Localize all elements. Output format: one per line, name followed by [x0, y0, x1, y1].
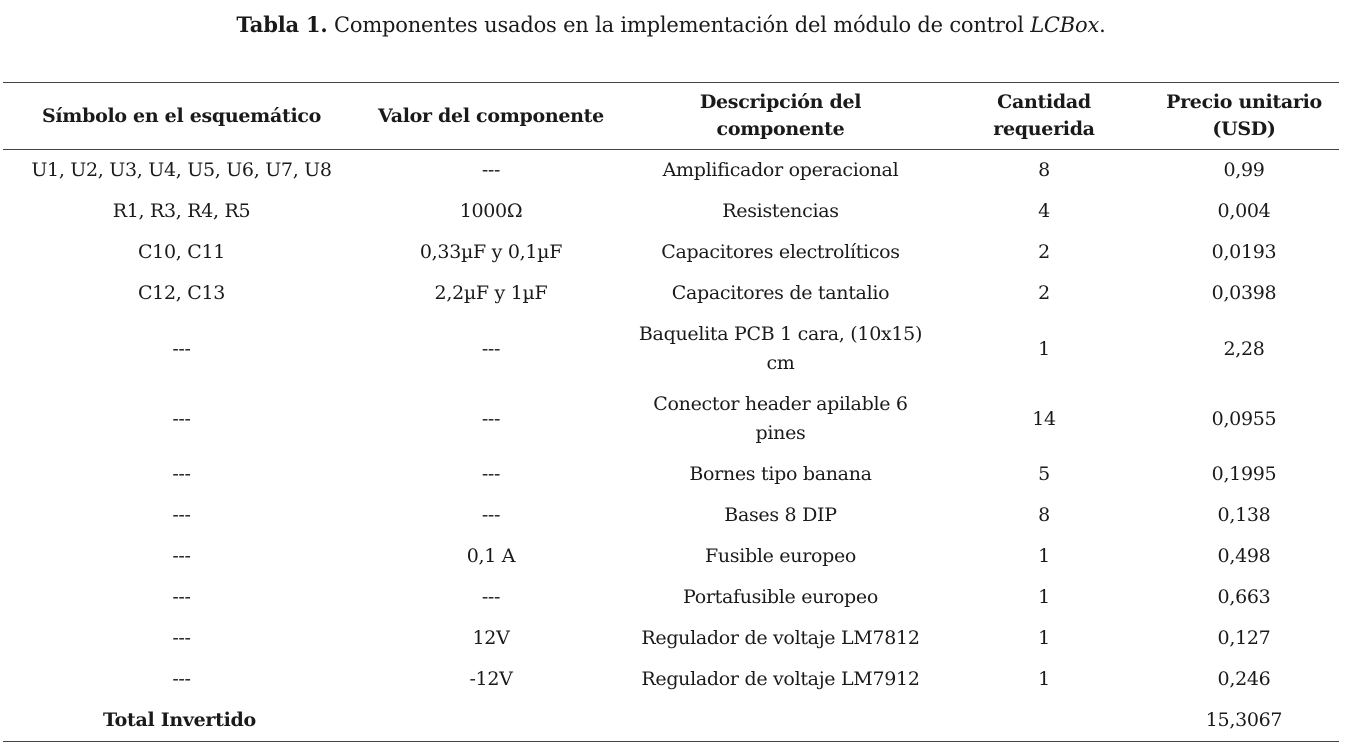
cell-quantity: 8: [1038, 159, 1050, 181]
table-caption: [0, 12, 1342, 37]
cell-price: 0,138: [1217, 504, 1271, 526]
cell-price: 0,0955: [1211, 407, 1277, 430]
caption-label: Tabla 1.: [236, 12, 328, 37]
table-row: [3, 150, 1339, 192]
caption-end: .: [1099, 13, 1106, 37]
cell-price: 0,498: [1217, 545, 1271, 567]
table-row: [3, 384, 1339, 454]
cell-quantity: 1: [1038, 627, 1050, 649]
cell-value: ---: [481, 159, 501, 181]
cell-quantity: 2: [1038, 282, 1050, 304]
cell-description: Bases 8 DIP: [724, 504, 837, 526]
cell-symbol: C10, C11: [137, 241, 226, 263]
cell-quantity: 4: [1038, 200, 1050, 222]
table-row: [3, 314, 1339, 384]
header-price: Precio unitario (USD): [1166, 91, 1322, 140]
cell-price: 2,28: [1223, 337, 1265, 360]
cell-quantity: 5: [1038, 463, 1050, 485]
header-quantity: Cantidad requerida: [993, 91, 1095, 140]
cell-value: ---: [481, 504, 501, 526]
cell-value: 0,1 A: [466, 545, 516, 567]
cell-quantity: 1: [1038, 586, 1050, 608]
table-header-row: [3, 83, 1339, 150]
header-symbol: Símbolo en el esquemático: [41, 104, 322, 127]
cell-symbol: ---: [172, 586, 191, 608]
cell-price: 0,663: [1217, 586, 1271, 608]
cell-price: 0,004: [1217, 200, 1271, 222]
cell-price: 0,0398: [1211, 282, 1277, 304]
cell-quantity: 8: [1038, 504, 1050, 526]
cell-symbol: ---: [172, 627, 191, 649]
cell-value: ---: [481, 407, 501, 430]
cell-description: Resistencias: [722, 200, 839, 222]
cell-description: Regulador de voltaje LM7812: [641, 627, 920, 649]
cell-value: 2,2µF y 1µF: [434, 282, 548, 304]
cell-quantity: 1: [1038, 337, 1050, 360]
cell-description: Regulador de voltaje LM7912: [641, 668, 920, 690]
table-row: [3, 232, 1339, 273]
cell-description: Portafusible europeo: [683, 586, 878, 608]
cell-description: Amplificador operacional: [662, 159, 899, 181]
table-row: [3, 659, 1339, 700]
table-row: [3, 495, 1339, 536]
cell-symbol: ---: [172, 668, 191, 690]
table-row: [3, 618, 1339, 659]
cell-value: ---: [481, 337, 501, 360]
cell-description: Conector header apilable 6 pines: [653, 393, 908, 444]
cell-price: 0,127: [1217, 627, 1271, 649]
cell-value: 12V: [472, 627, 510, 649]
table-row: [3, 273, 1339, 314]
cell-symbol: U1, U2, U3, U4, U5, U6, U7, U8: [31, 159, 332, 181]
cell-description: Capacitores de tantalio: [671, 282, 890, 304]
total-value: 15,3067: [1205, 709, 1283, 731]
table-row: [3, 536, 1339, 577]
table-row: [3, 577, 1339, 618]
cell-symbol: C12, C13: [137, 282, 226, 304]
header-value: Valor del componente: [378, 104, 604, 127]
total-empty-cell: [939, 700, 1149, 742]
total-empty-cell: [360, 700, 622, 742]
cell-price: 0,246: [1217, 668, 1271, 690]
total-label: Total Invertido: [103, 709, 256, 731]
cell-value: 0,33µF y 0,1µF: [419, 241, 563, 263]
caption-text: Componentes usados en la implementación del módulo de control: [327, 13, 1031, 37]
cell-symbol: ---: [172, 407, 191, 430]
cell-price: 0,0193: [1211, 241, 1277, 263]
cell-quantity: 14: [1032, 407, 1056, 430]
caption-italic: LCBox: [1030, 13, 1100, 37]
cell-price: 0,1995: [1211, 463, 1277, 485]
cell-description: Capacitores electrolíticos: [661, 241, 900, 263]
total-row: [3, 700, 1339, 742]
header-description: Descripción del componente: [699, 91, 862, 140]
cell-symbol: ---: [172, 463, 191, 485]
cell-quantity: 1: [1038, 668, 1050, 690]
cell-quantity: 1: [1038, 545, 1050, 567]
cell-symbol: ---: [172, 337, 191, 360]
cell-quantity: 2: [1038, 241, 1050, 263]
total-empty-cell: [622, 700, 939, 742]
cell-value: -12V: [469, 668, 513, 690]
components-table: [3, 82, 1339, 742]
cell-value: ---: [481, 586, 501, 608]
table-row: [3, 454, 1339, 495]
cell-symbol: ---: [172, 504, 191, 526]
cell-description: Baquelita PCB 1 cara, (10x15) cm: [638, 323, 923, 374]
cell-price: 0,99: [1223, 159, 1265, 181]
cell-value: ---: [481, 463, 501, 485]
cell-description: Fusible europeo: [704, 545, 857, 567]
table-row: [3, 191, 1339, 232]
cell-description: Bornes tipo banana: [689, 463, 872, 485]
cell-value: 1000Ω: [459, 200, 523, 222]
cell-symbol: R1, R3, R4, R5: [112, 200, 251, 222]
cell-symbol: ---: [172, 545, 191, 567]
